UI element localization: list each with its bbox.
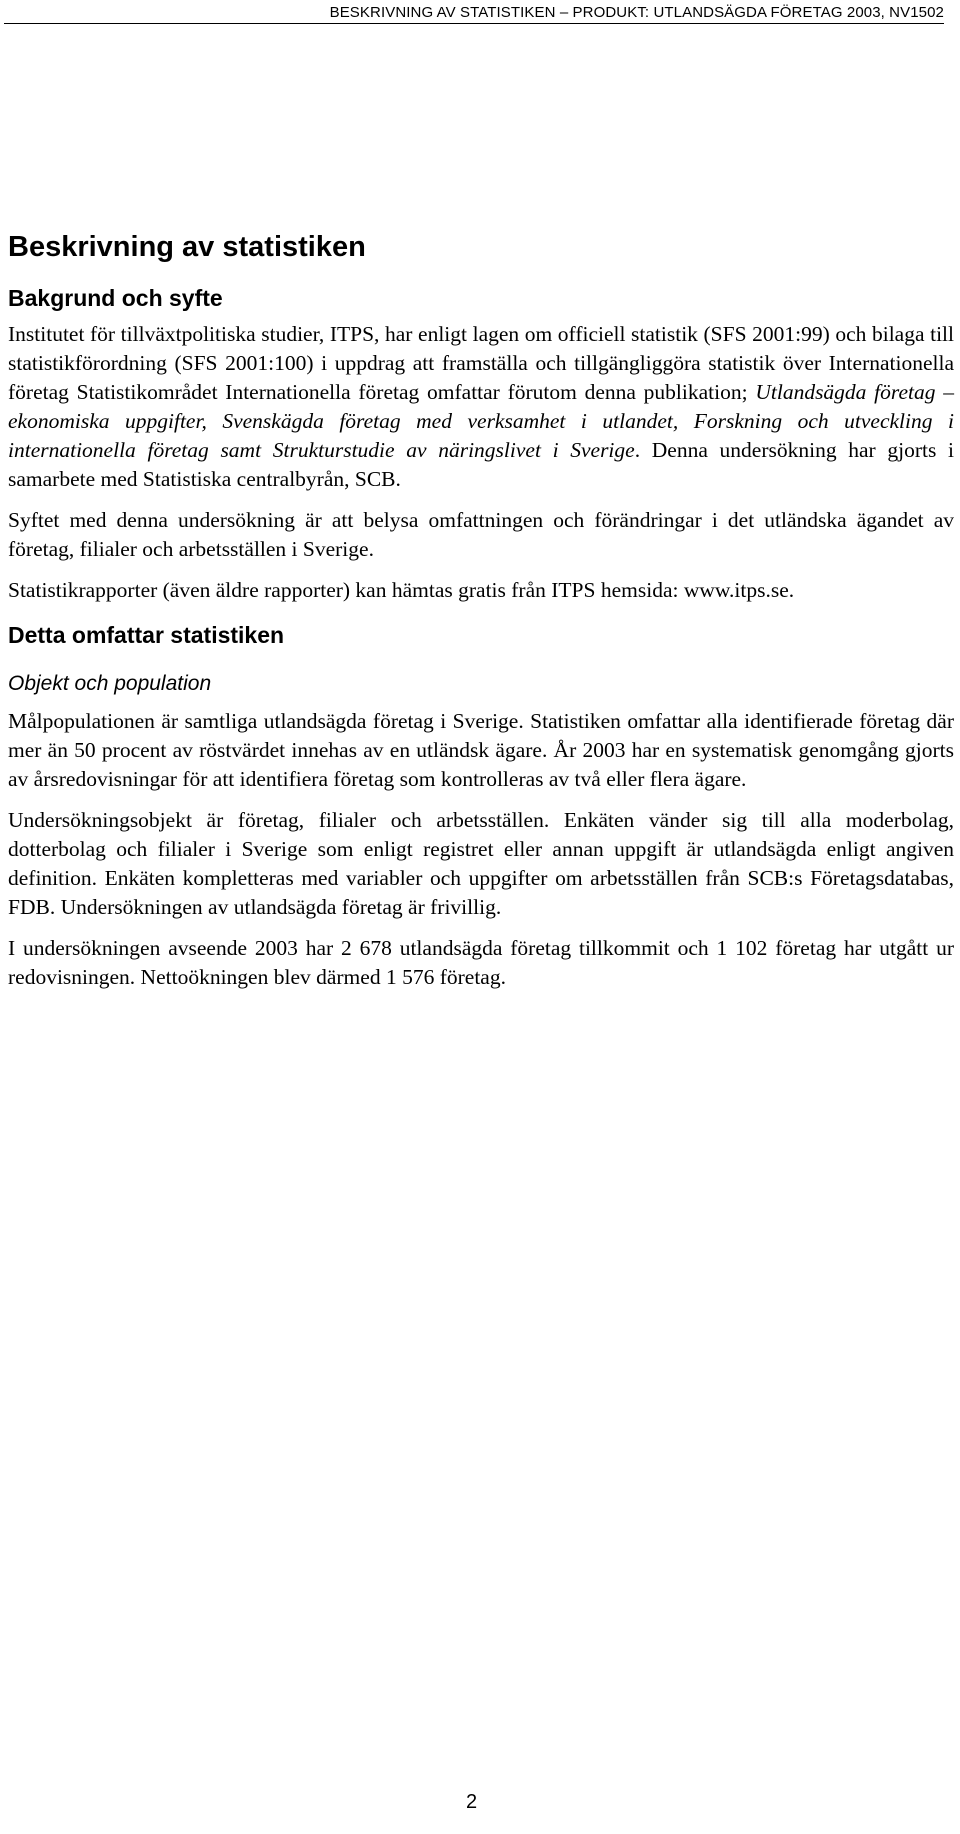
publication-list: Utlandsägda företag – ekonomiska uppgifter, Svenskägda företag med verksamhet i utlandet, Forskning och utveckling i internationella företag samt Strukturstudie av näringslivet i Sverige — [8, 380, 954, 462]
page-title: Beskrivning av statistiken — [8, 231, 366, 263]
document-body — [8, 228, 954, 1004]
paragraph-text: Institutet för tillväxtpolitiska studier, ITPS, har enligt lagen om officiell statistik (SFS 2001:99) och bilaga till statistikförordning (SFS 2001:100) i uppdrag att framställa och tillgängliggöra statistik över Internationella företag Statistikområdet Internationella företag omfattar förutom denna publikation; — [8, 322, 954, 404]
section-heading-bakgrund: Bakgrund och syfte — [8, 285, 223, 311]
section-heading-omfattning: Detta omfattar statistiken — [8, 622, 285, 648]
paragraph-2003-changes: I undersökningen avseende 2003 har 2 678 utlandsägda företag tillkommit och 1 102 företag har utgått ur redovisningen. Nettoökningen blev därmed 1 576 företag. — [8, 936, 954, 989]
page-number: 2 — [466, 1791, 478, 1813]
paragraph-itps-mandate — [8, 320, 954, 494]
paragraph-text: . Denna undersökning har gjorts i samarbete med Statistiska centralbyrån, SCB. — [8, 438, 954, 491]
subheading-objekt-population: Objekt och population — [8, 672, 212, 695]
running-header: BESKRIVNING AV STATISTIKEN – PRODUKT: UTLANDSÄGDA FÖRETAG 2003, NV1502 — [4, 4, 944, 24]
paragraph-target-population: Målpopulationen är samtliga utlandsägda företag i Sverige. Statistiken omfattar alla identifierade företag där mer än 50 procent av röstvärdet innehas av en utländsk ägare. År 2003 har en systematisk genomgång gjorts av årsredovisningar för att identifiera företag som kontrolleras av två eller flera ägare. — [8, 709, 954, 791]
paragraph-survey-objects: Undersökningsobjekt är företag, filialer och arbetsställen. Enkäten vänder sig till alla moderbolag, dotterbolag och filialer i Sverige som enligt registret eller annan uppgift är utlandsägda enligt angiven definition. Enkäten kompletteras med variabler och uppgifter om arbetsställen från SCB:s Företagsdatabas, FDB. Undersökningen av utlandsägda företag är frivillig. — [8, 808, 954, 919]
paragraph-reports: Statistikrapporter (även äldre rapporter) kan hämtas gratis från ITPS hemsida: www.itps.se. — [8, 578, 795, 602]
paragraph-purpose: Syftet med denna undersökning är att belysa omfattningen och förändringar i det utländska ägandet av företag, filialer och arbetsställen i Sverige. — [8, 508, 954, 561]
